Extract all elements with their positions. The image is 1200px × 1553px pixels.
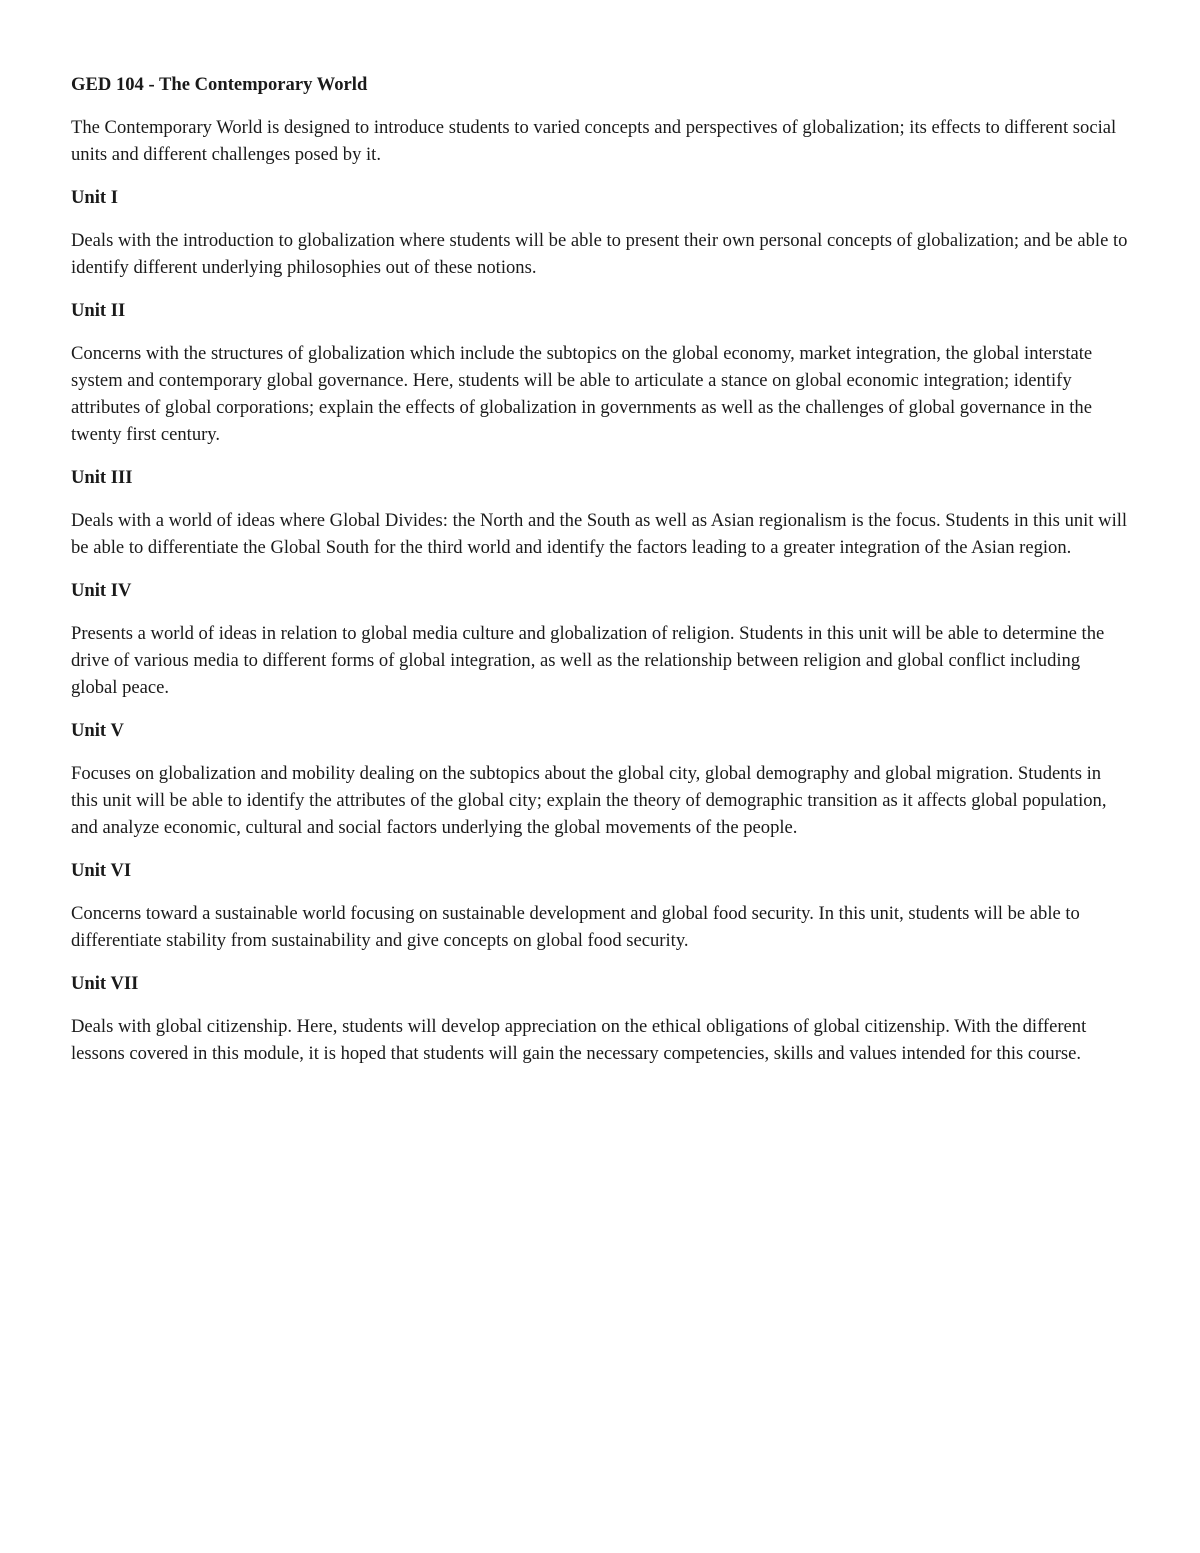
unit-description: Deals with a world of ideas where Global Divides: the North and the South as well as Asian regionalism is the focus. Students in this unit will be able to differentiate the Global South for the third world and identify the factors leading to a greater integration of the Asian region. (71, 510, 1128, 558)
unit-heading: Unit VII (71, 973, 139, 994)
unit-heading: Unit II (71, 300, 126, 321)
course-description: The Contemporary World is designed to introduce students to varied concepts and perspectives of globalization; its effects to different social units and different challenges posed by it. (71, 117, 1117, 165)
unit-heading: Unit V (71, 720, 124, 741)
unit-heading: Unit VI (71, 860, 132, 881)
unit-description: Focuses on globalization and mobility dealing on the subtopics about the global city, global demography and global migration. Students in this unit will be able to identify the attributes of the global city; explain the theory of demographic transition as it affects global population, and analyze economic, cultural and social factors underlying the global movements of the people. (71, 763, 1107, 838)
unit-section (71, 857, 1131, 954)
unit-heading: Unit I (71, 187, 119, 208)
unit-section (71, 577, 1131, 701)
document-page (71, 71, 1131, 1083)
unit-section (71, 464, 1131, 561)
unit-heading: Unit III (71, 467, 133, 488)
unit-description: Concerns with the structures of globalization which include the subtopics on the global economy, market integration, the global interstate system and contemporary global governance. Here, students will be able to articulate a stance on global economic integration; identify attributes of global corporations; explain the effects of globalization in governments as well as the challenges of global governance in the twenty first century. (71, 343, 1093, 445)
unit-description: Deals with global citizenship. Here, students will develop appreciation on the ethical obligations of global citizenship. With the different lessons covered in this module, it is hoped that students will gain the necessary competencies, skills and values intended for this course. (71, 1016, 1087, 1064)
unit-section (71, 184, 1131, 281)
unit-heading: Unit IV (71, 580, 132, 601)
unit-description: Concerns toward a sustainable world focusing on sustainable development and global food security. In this unit, students will be able to differentiate stability from sustainability and give concepts on global food security. (71, 903, 1080, 951)
unit-description: Deals with the introduction to globalization where students will be able to present their own personal concepts of globalization; and be able to identify different underlying philosophies out of these notions. (71, 230, 1128, 278)
unit-section (71, 970, 1131, 1067)
document-title: GED 104 - The Contemporary World (71, 74, 368, 95)
unit-description: Presents a world of ideas in relation to global media culture and globalization of religion. Students in this unit will be able to determine the drive of various media to different forms of global integration, as well as the relationship between religion and global conflict including global peace. (71, 623, 1105, 698)
unit-section (71, 297, 1131, 448)
unit-section (71, 717, 1131, 841)
